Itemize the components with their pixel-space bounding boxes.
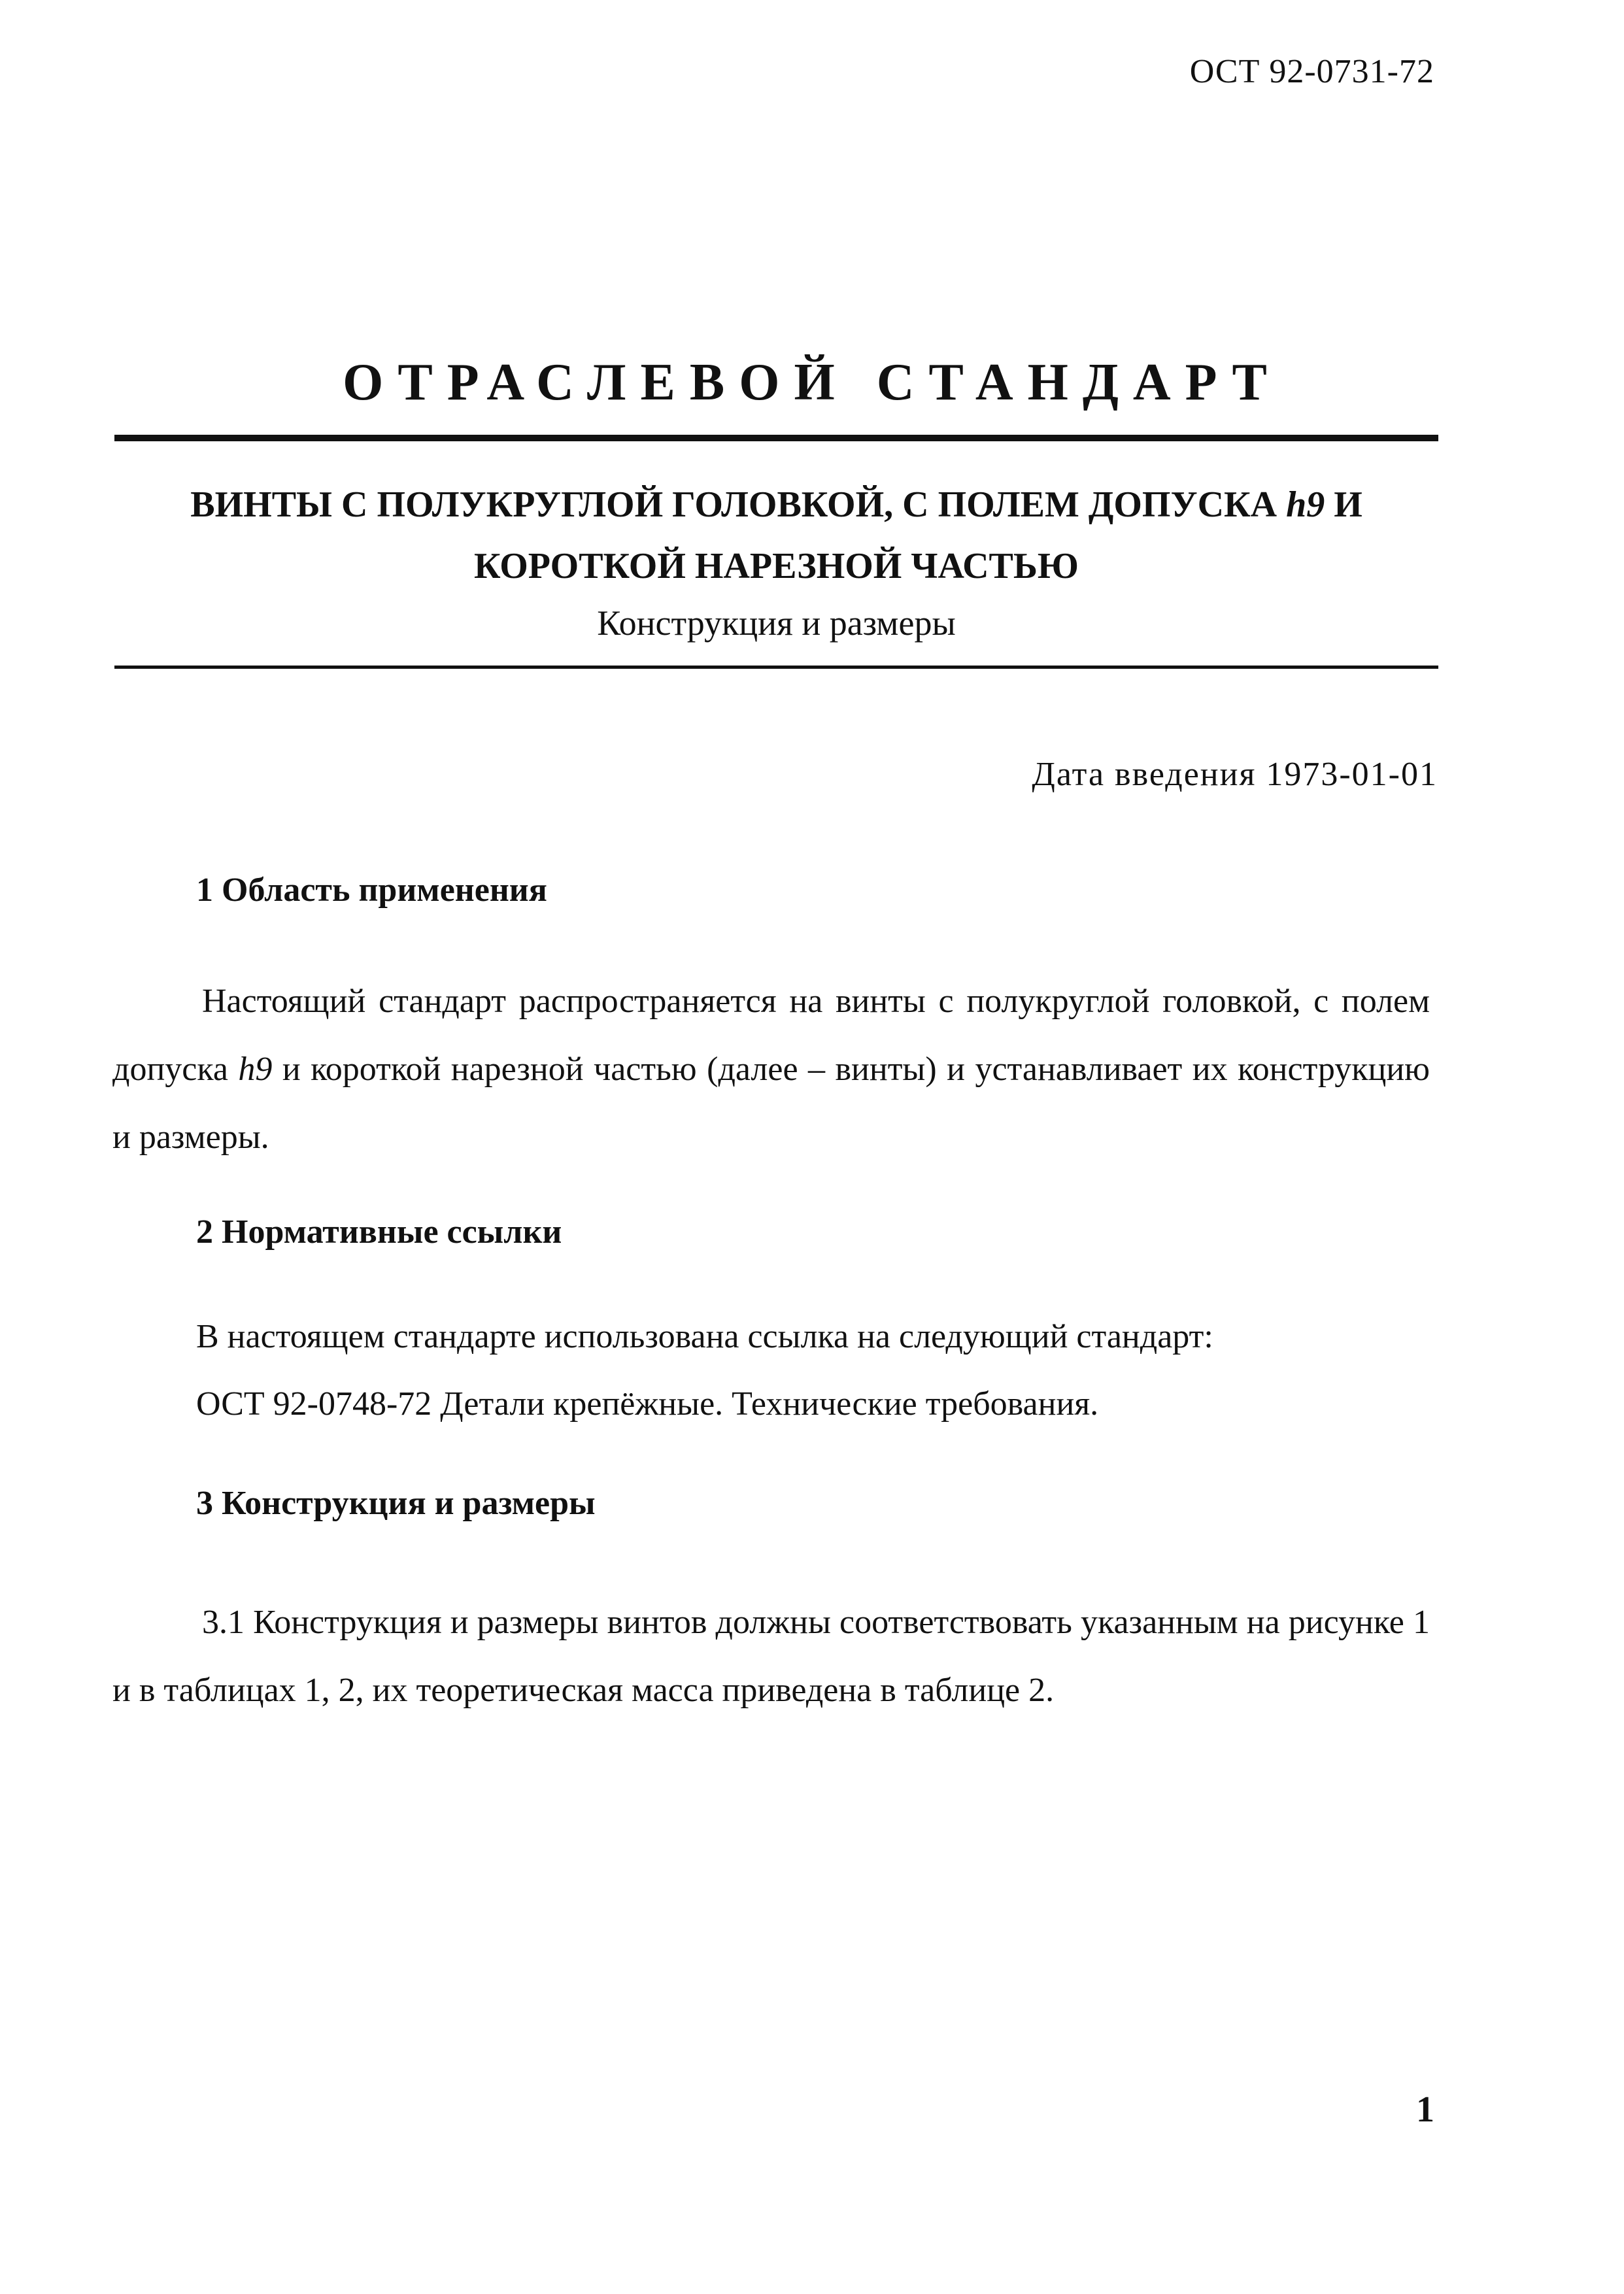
standard-kind-heading: ОТРАСЛЕВОЙ СТАНДАРТ xyxy=(343,354,1281,411)
construction-paragraph-text: 3.1 Конструкция и размеры винтов должны соответствовать указанным на рисунке 1 и в таблицах 1, 2, их теоретическая масса приведена в таблице 2. xyxy=(112,1604,1430,1709)
bottom-rule-divider xyxy=(114,666,1438,669)
references-standard-line: ОСТ 92-0748-72 Детали крепёжные. Технические требования. xyxy=(196,1385,1099,1423)
scope-paragraph-text xyxy=(112,968,1430,1172)
section-paragraph-scope xyxy=(112,968,1430,1172)
introduction-date-value: 1973-01-01 xyxy=(1266,756,1438,793)
scope-text-before: Настоящий стандарт распространяется на винты с полукруглой головкой, с полем допуска xyxy=(112,983,1430,1088)
page-number: 1 xyxy=(1416,2089,1434,2130)
section-paragraph-construction xyxy=(112,1589,1430,1725)
document-code: ОСТ 92-0731-72 xyxy=(1189,53,1434,90)
standard-title-part1: ВИНТЫ С ПОЛУКРУГЛОЙ ГОЛОВКОЙ, С ПОЛЕМ ДОПУСКА xyxy=(190,484,1287,525)
introduction-date-label: Дата введения xyxy=(1032,756,1266,793)
section-heading-construction: 3 Конструкция и размеры xyxy=(196,1485,596,1522)
scope-text-after: и короткой нарезной частью (далее – винты) и устанавливает их конструкцию и размеры. xyxy=(112,1051,1430,1156)
introduction-date xyxy=(1032,755,1438,794)
section-heading-references: 2 Нормативные ссылки xyxy=(196,1213,562,1251)
standard-title xyxy=(114,474,1438,597)
references-intro-line: В настоящем стандарте использована ссылка на следующий стандарт: xyxy=(196,1318,1213,1355)
scope-tolerance: h9 xyxy=(238,1051,273,1088)
standard-title-part2: И КОРОТКОЙ НАРЕЗНОЙ ЧАСТЬЮ xyxy=(474,484,1362,586)
top-rule-divider xyxy=(114,435,1438,441)
section-heading-scope: 1 Область применения xyxy=(196,871,547,909)
standard-subtitle: Конструкция и размеры xyxy=(597,603,956,643)
standard-title-tolerance: h9 xyxy=(1286,484,1325,525)
